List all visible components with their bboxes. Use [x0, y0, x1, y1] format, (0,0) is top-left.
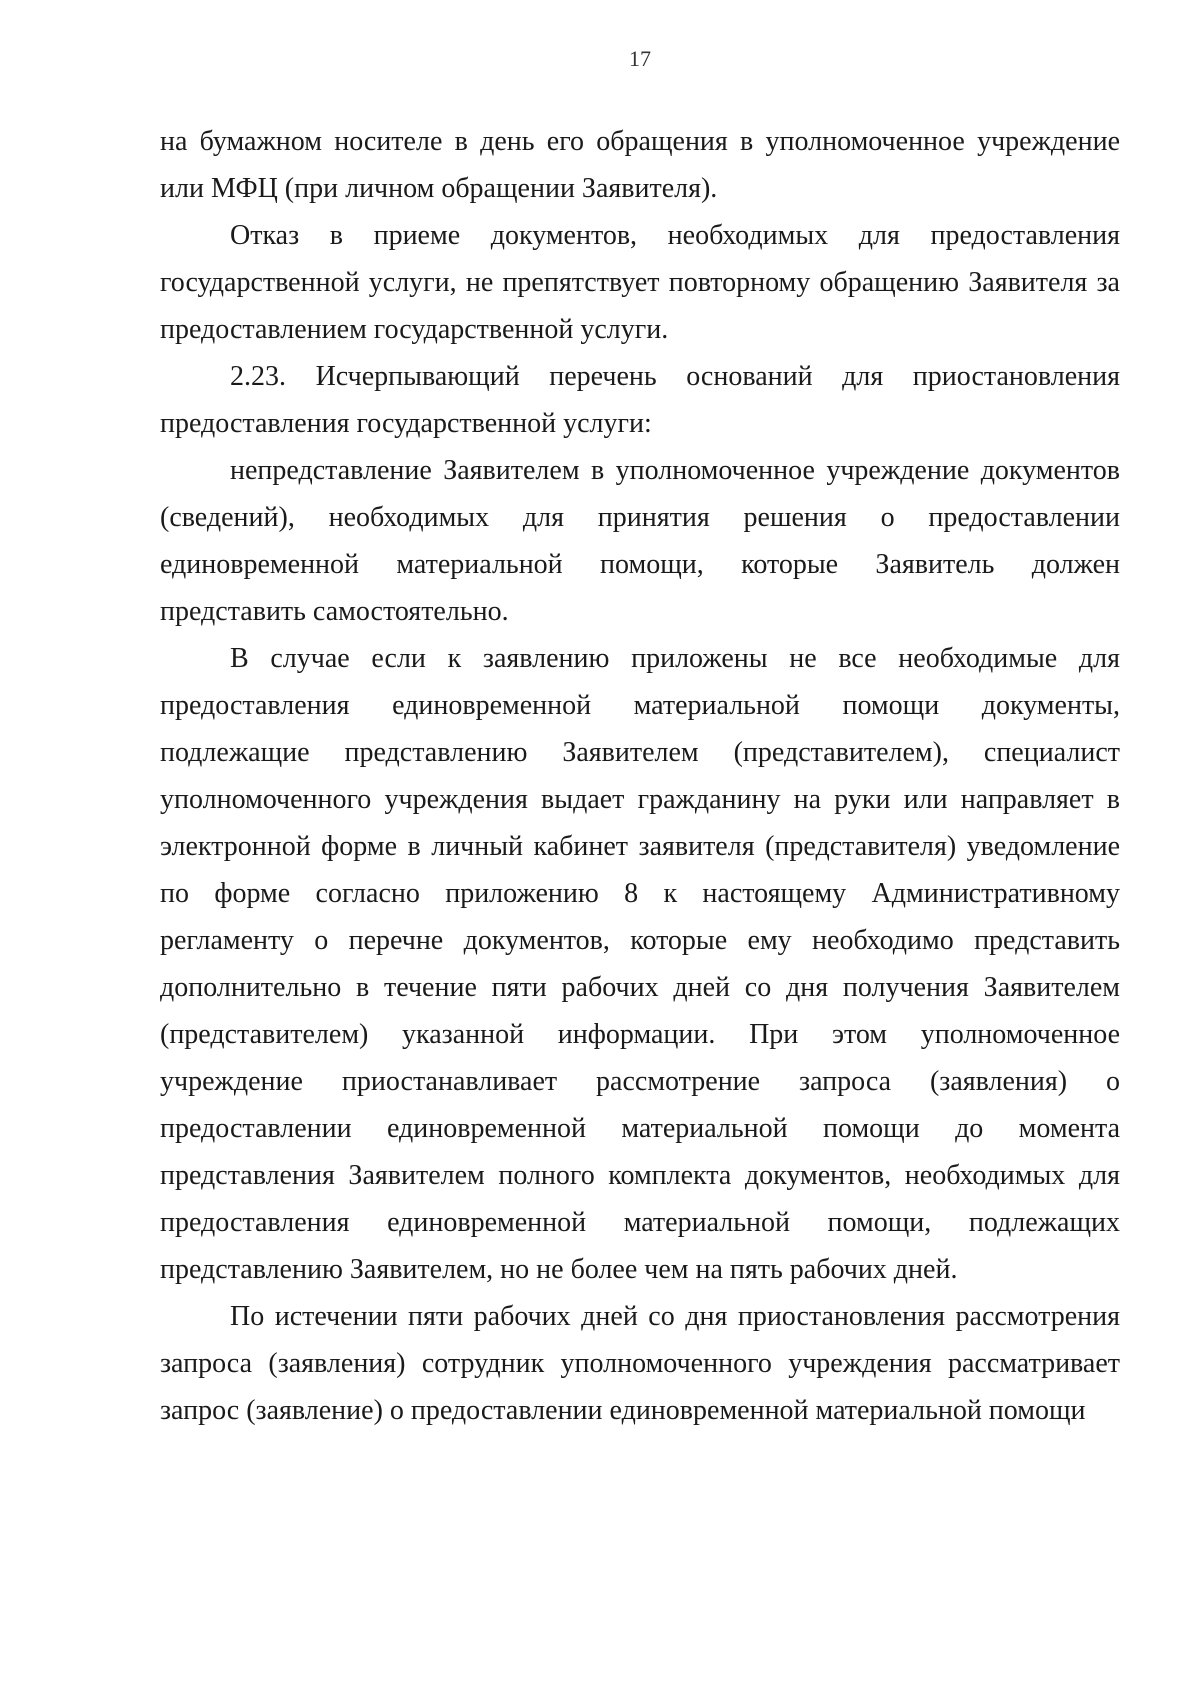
paragraph-1: на бумажном носителе в день его обращения в уполномоченное учреждение или МФЦ (при личном обращении Заявителя). — [160, 126, 1120, 204]
paragraph-4: непредставление Заявителем в уполномоченное учреждение документов (сведений), необходимых для принятия решения о предоставлении единовременной материальной помощи, которые Заявитель должен представить самостоятельно. — [160, 455, 1120, 627]
paragraph-3: 2.23. Исчерпывающий перечень оснований для приостановления предоставления государственной услуги: — [160, 361, 1120, 439]
page-number: 17 — [629, 46, 651, 71]
paragraph-5: В случае если к заявлению приложены не все необходимые для предоставления единовременной материальной помощи документы, подлежащие представлению Заявителем (представителем), специалист уполномоченного учреждения выдает гражданину на руки или направляет в электронной форме в личный кабинет заявителя (представителя) уведомление по форме согласно приложению 8 к настоящему Административному регламенту о перечне документов, которые ему необходимо представить дополнительно в течение пяти рабочих дней со дня получения Заявителем (представителем) указанной информации. При этом уполномоченное учреждение приостанавливает рассмотрение запроса (заявления) о предоставлении единовременной материальной помощи до момента представления Заявителем полного комплекта документов, необходимых для предоставления единовременной материальной помощи, подлежащих представлению Заявителем, но не более чем на пять рабочих дней. — [160, 643, 1120, 1285]
paragraph-2: Отказ в приеме документов, необходимых для предоставления государственной услуги, не препятствует повторному обращению Заявителя за предоставлением государственной услуги. — [160, 220, 1120, 345]
document-body — [160, 118, 1120, 1434]
paragraph-6: По истечении пяти рабочих дней со дня приостановления рассмотрения запроса (заявления) сотрудник уполномоченного учреждения рассматривает запрос (заявление) о предоставлении единовременной материальной помощи — [160, 1301, 1120, 1426]
